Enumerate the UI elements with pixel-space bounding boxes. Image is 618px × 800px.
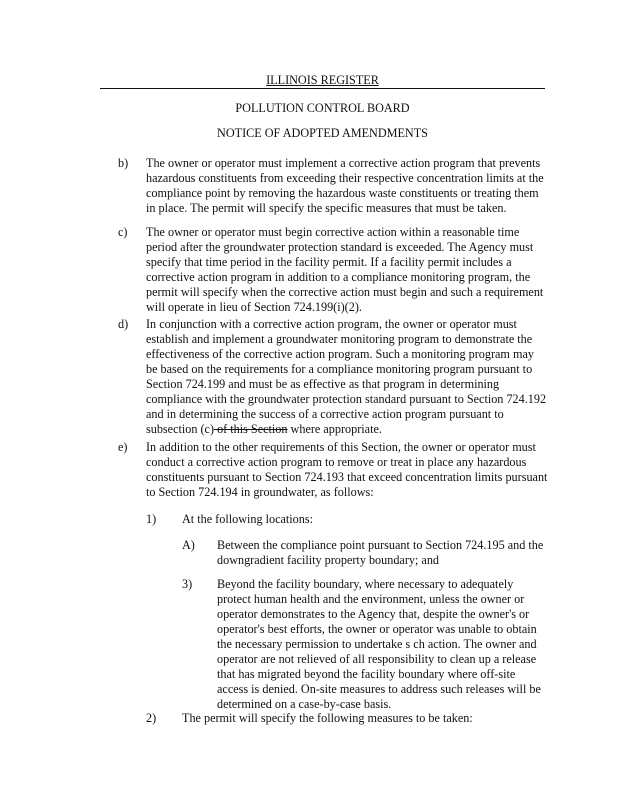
text-line: Section 724.199 and must be as effective as that program in determining (146, 377, 500, 391)
text-line: corrective action program in addition to a compliance monitoring program, the (146, 270, 531, 284)
paragraph-e1B (217, 577, 541, 712)
text-line: the necessary permission to undertake s ch action. The owner and (217, 637, 537, 651)
text-line: operator's best efforts, the owner or operator was unable to obtain (217, 622, 537, 636)
text-line: permit will specify when the corrective action must begin and such a requirement (146, 285, 544, 299)
text-line: Beyond the facility boundary, where necessary to adequately (217, 577, 514, 591)
paragraph-d (146, 317, 546, 437)
paragraph-label-d: d) (118, 317, 129, 331)
text-segment: where appropriate. (287, 422, 382, 436)
struck-text: of this Section (214, 422, 288, 436)
text-line: conduct a corrective action program to remove or treat in place any hazardous (146, 455, 527, 469)
text-line: access is denied. On-site measures to address such releases will be (217, 682, 541, 696)
paragraph-e2 (182, 711, 473, 726)
paragraph-label-e1A: A) (182, 538, 195, 552)
text-line: downgradient facility property boundary; and (217, 553, 440, 567)
text-line: constituents pursuant to Section 724.193 that exceed concentration limits pursuant (146, 470, 548, 484)
text-line: The owner or operator must implement a corrective action program that prevents (146, 156, 541, 170)
text-line: In addition to the other requirements of this Section, the owner or operator must (146, 440, 536, 454)
paragraph-label-b: b) (118, 156, 129, 170)
paragraph-b (146, 156, 544, 216)
paragraph-label-e: e) (118, 440, 128, 454)
text-line: operator demonstrates to the Agency that, despite the owner's or (217, 607, 530, 621)
paragraph-e1A (217, 538, 543, 568)
text-line: specify that time period in the facility permit. If a facility permit includes a (146, 255, 512, 269)
text-line: in place. The permit will specify the specific measures that must be taken. (146, 201, 507, 215)
text-line: will operate in lieu of Section 724.199(i)(2). (146, 300, 362, 314)
text-line: protect human health and the environment, unless the owner or (217, 592, 525, 606)
text-line: that has migrated beyond the facility boundary where off-site (217, 667, 516, 681)
text-line: be based on the requirements for a compliance monitoring program pursuant to (146, 362, 533, 376)
text-line: establish and implement a groundwater monitoring program to demonstrate the (146, 332, 533, 346)
text-line: Between the compliance point pursuant to Section 724.195 and the (217, 538, 544, 552)
text-line: hazardous constituents from exceeding their respective concentration limits at the (146, 171, 544, 185)
register-header (100, 73, 545, 89)
register-title: ILLINOIS REGISTER (266, 73, 379, 87)
paragraph-label-e1: 1) (146, 512, 157, 526)
text-line: effectiveness of the corrective action program. Such a monitoring program may (146, 347, 534, 361)
paragraph-c (146, 225, 543, 315)
paragraph-e (146, 440, 547, 500)
text-line: The owner or operator must begin corrective action within a reasonable time (146, 225, 520, 239)
text-line: compliance point by removing the hazardous waste constituents or treating them (146, 186, 539, 200)
text-line: In conjunction with a corrective action program, the owner or operator must (146, 317, 517, 331)
text-line: to Section 724.194 in groundwater, as follows: (146, 485, 374, 499)
paragraph-label-e1B: 3) (182, 577, 193, 591)
text-line: operator are not relieved of all responsibility to clean up a release (217, 652, 537, 666)
text-line: compliance with the groundwater protection standard pursuant to Section 724.192 (146, 392, 547, 406)
text-line: The permit will specify the following measures to be taken: (182, 711, 473, 725)
paragraph-e1 (182, 512, 313, 527)
text-line: and in determining the success of a corrective action program pursuant to (146, 407, 504, 421)
text-segment: subsection (c) (146, 422, 215, 436)
text-line: determined on a case-by-case basis. (217, 697, 392, 711)
text-line: period after the groundwater protection standard is exceeded. The Agency must (146, 240, 534, 254)
text-line: At the following locations: (182, 512, 313, 526)
notice-title: NOTICE OF ADOPTED AMENDMENTS (217, 126, 428, 140)
paragraph-label-e2: 2) (146, 711, 157, 725)
text-line (146, 422, 546, 437)
board-name: POLLUTION CONTROL BOARD (235, 101, 410, 115)
paragraph-label-c: c) (118, 225, 128, 239)
